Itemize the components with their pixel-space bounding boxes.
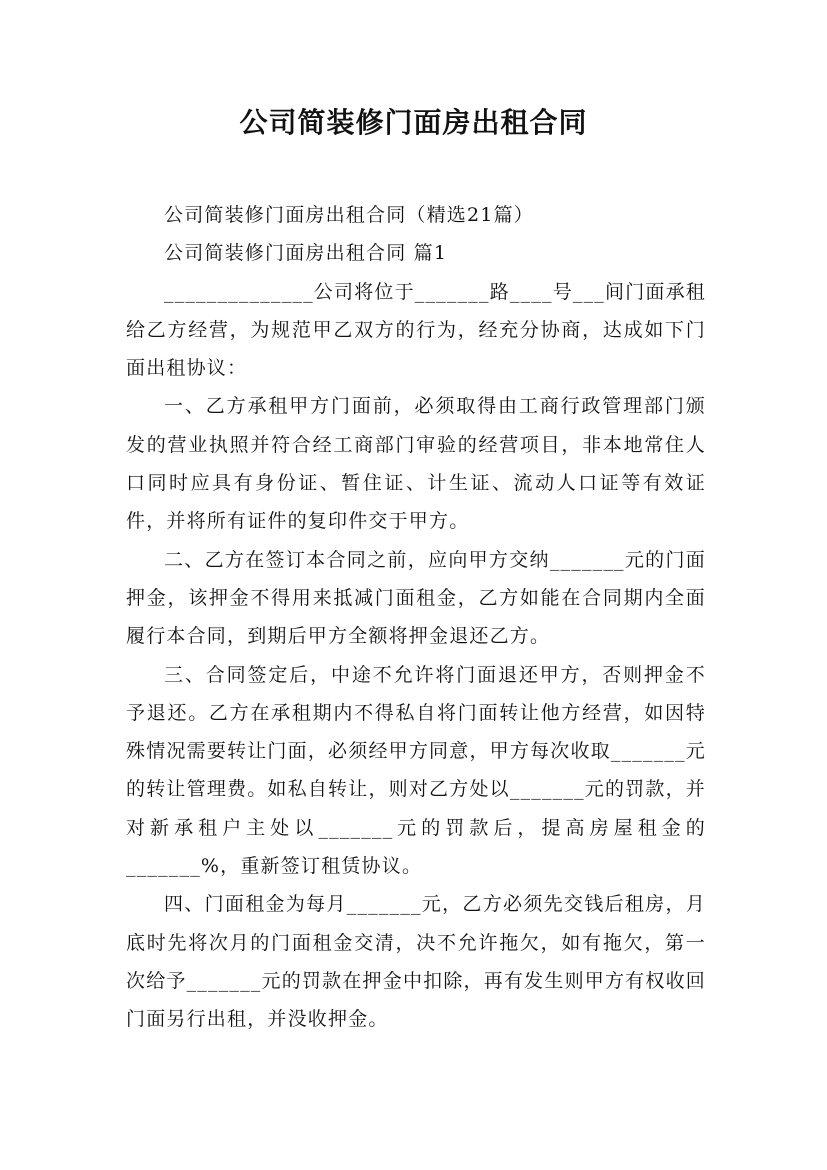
document-body (126, 196, 706, 1039)
clause-3-paragraph: 三、合同签定后，中途不允许将门面退还甲方，否则押金不予退还。乙方在承租期内不得私自将门面转让他方经营，如因特殊情况需要转让门面，必须经甲方同意，甲方每次收取_______元的转让管理费。如私自转让，则对乙方处以_______元的罚款，并对新承租户主处以_______元的罚款后，提高房屋租金的_______%，重新签订租赁协议。 (126, 663, 706, 878)
intro-paragraph: ______________公司将位于_______路____号___间门面承租给乙方经营，为规范甲乙双方的行为，经充分协商，达成如下门面出租协议： (126, 280, 707, 380)
clause-1-paragraph: 一、乙方承租甲方门面前，必须取得由工商行政管理部门颁发的营业执照并符合经工商部门审验的经营项目，非本地常住人口同时应具有身份证、暂住证、计生证、流动人口证等有效证件，并将所有证件的复印件交于甲方。 (126, 395, 706, 533)
clause-2-paragraph: 二、乙方在签订本合同之前，应向甲方交纳_______元的门面押金，该押金不得用来抵减门面租金，乙方如能在合同期内全面履行本合同，到期后甲方全额将押金退还乙方。 (126, 548, 706, 648)
document-title: 公司简装修门面房出租合同 (239, 106, 588, 139)
subtitle-paragraph: 公司简装修门面房出租合同（精选21篇） (164, 204, 534, 226)
section-heading: 公司简装修门面房出租合同 篇1 (164, 242, 448, 265)
clause-4-paragraph: 四、门面租金为每月_______元，乙方必须先交钱后租房，月底时先将次月的门面租金交清，决不允许拖欠，如有拖欠，第一次给予_______元的罚款在押金中扣除，再有发生则甲方有权收回门面另行出租，并没收押金。 (126, 893, 706, 1031)
